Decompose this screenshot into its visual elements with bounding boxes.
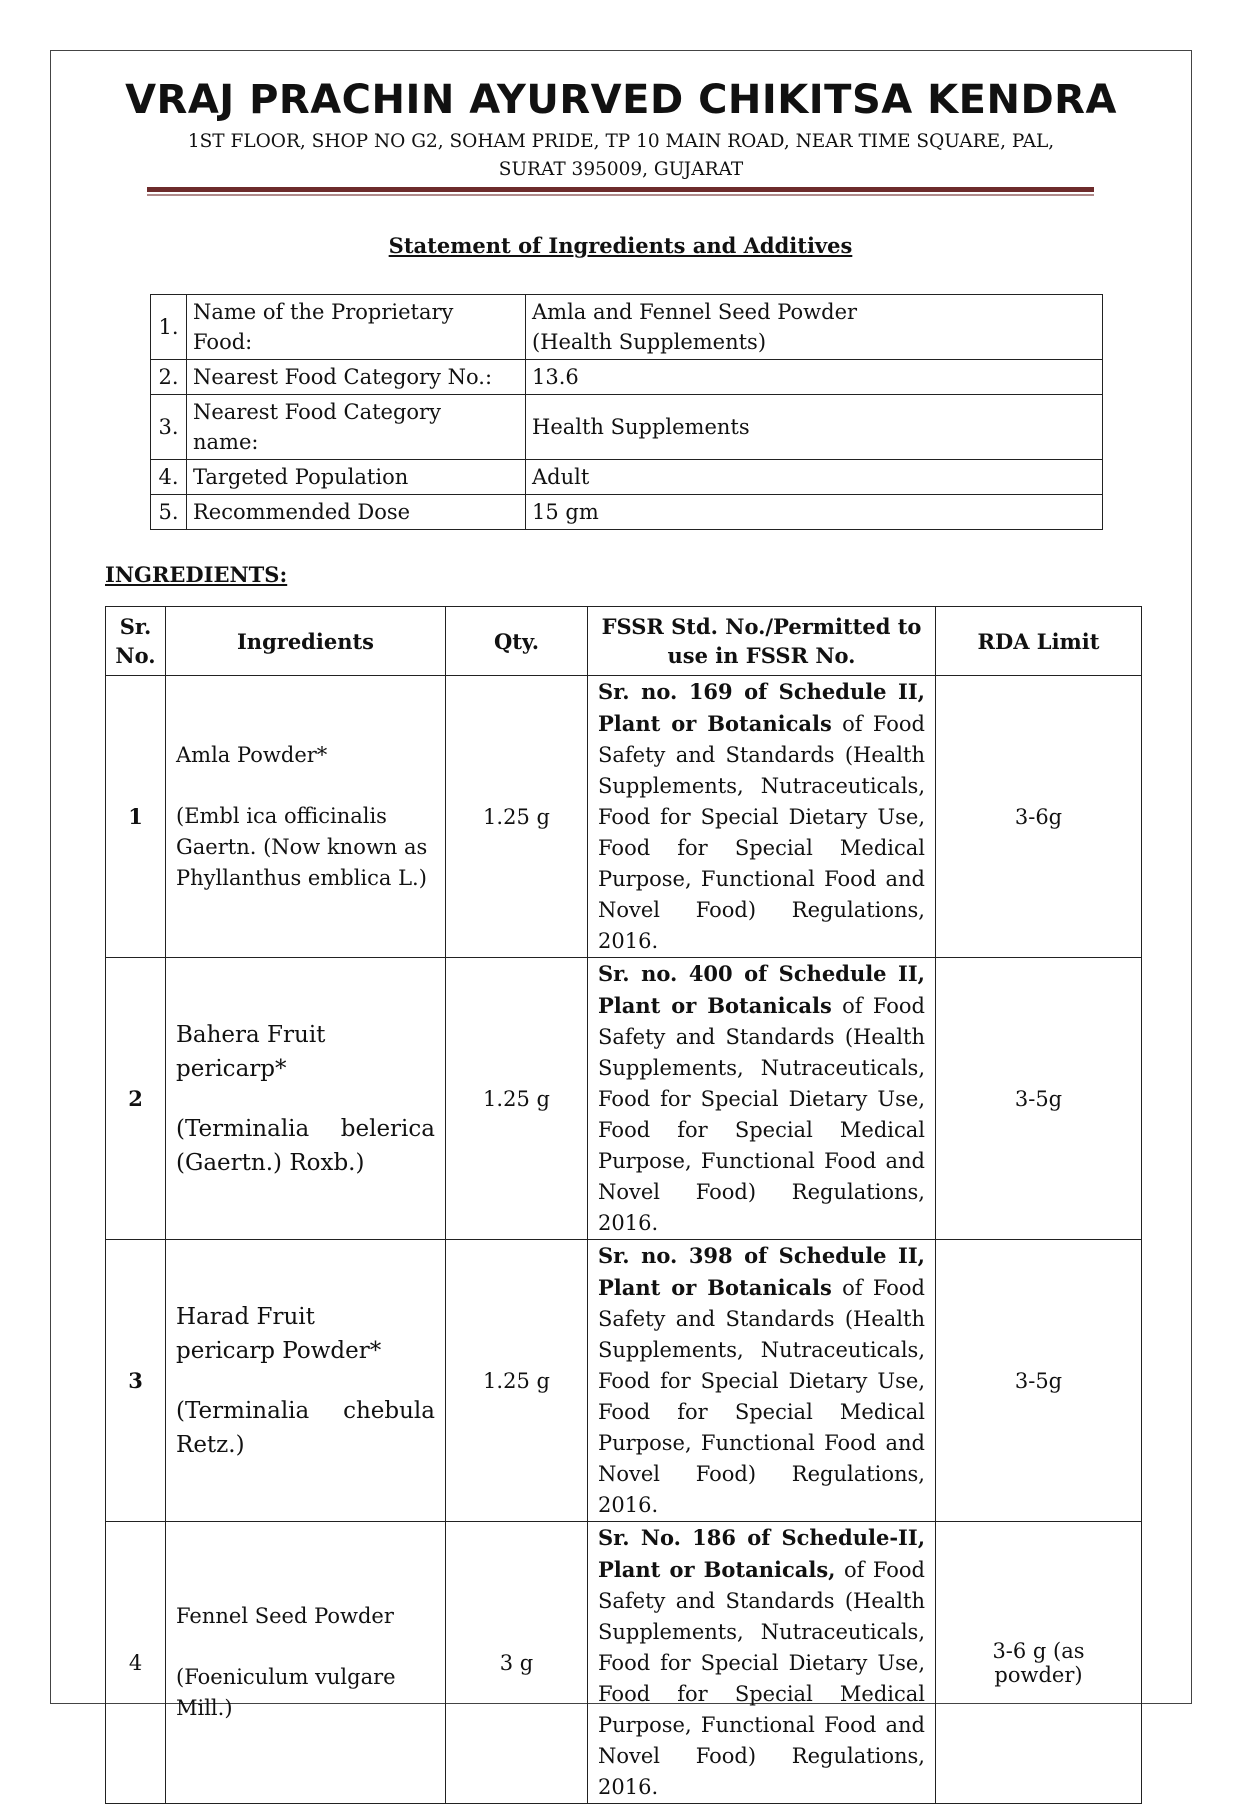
ingredient-name: Bahera Fruit pericarp* [176,1021,326,1082]
ingredient-sr-no: 2 [106,958,166,1240]
fssr-reference: Sr. No. 186 of Schedule-II, Plant or Botanicals, [598,1525,925,1582]
info-row-label: Nearest Food Category name: [187,395,526,460]
info-row-value: 15 gm [526,495,1103,530]
ingredient-scientific-name: (Foeniculum vulgare Mill.) [176,1665,396,1720]
ingredient-scientific-name: (Embl ica officinalis Gaertn. (Now known as Phyllanthus emblica L.) [176,803,428,890]
info-row-label: Name of the Proprietary Food: [187,295,526,360]
ingredient-qty: 1.25 g [446,1240,588,1522]
fssr-regulation: of Food Safety and Standards (Health Supplements, Nutraceuticals, Food for Special Dietary Use, Food for Special Medical Purpose, Functional Food and Novel Food) Regulations, 2016. [598,994,925,1235]
ingredient-rda: 3-5g [936,1240,1142,1522]
address [50,128,1192,184]
ingredient-sr-no: 1 [106,676,166,958]
table-row [106,958,1142,1240]
ingredient-fssr [588,958,936,1240]
ingredient-sr-no: 4 [106,1522,166,1804]
ingredient-sr-no: 3 [106,1240,166,1522]
ingredient-qty: 3 g [446,1522,588,1804]
statement-title: Statement of Ingredients and Additives [388,233,853,258]
ingredient-qty: 1.25 g [446,958,588,1240]
ingredient-fssr [588,676,936,958]
table-row [106,1240,1142,1522]
info-row-label: Targeted Population [187,460,526,495]
info-row-number: 2. [151,360,187,395]
ingredient-scientific-name: (Terminalia belerica (Gaertn.) Roxb.) [176,1115,435,1176]
info-row-value: Adult [526,460,1103,495]
address-line-1: 1ST FLOOR, SHOP NO G2, SOHAM PRIDE, TP 10 MAIN ROAD, NEAR TIME SQUARE, PAL, [187,131,1055,152]
header-rda: RDA Limit [936,607,1142,676]
info-row [151,395,1103,460]
fssr-reference: Sr. no. 398 of Schedule II, Plant or Botanicals [598,1243,925,1300]
header-divider [147,187,1094,192]
fssr-regulation: of Food Safety and Standards (Health Supplements, Nutraceuticals, Food for Special Dietary Use, Food for Special Medical Purpose, Functional Food and Novel Food) Regulations, 2016. [598,1276,925,1517]
ingredient-name: Harad Fruit pericarp Powder* [176,1303,382,1364]
ingredient-name: Fennel Seed Powder [176,1604,394,1628]
info-row-value: Health Supplements [526,395,1103,460]
info-row-number: 5. [151,495,187,530]
info-row [151,360,1103,395]
header-qty: Qty. [446,607,588,676]
table-row [106,676,1142,958]
ingredient-cell [166,958,446,1240]
ingredient-scientific-name: (Terminalia chebula Retz.) [176,1397,435,1458]
info-row-number: 4. [151,460,187,495]
info-row-number: 1. [151,295,187,360]
ingredient-cell [166,1240,446,1522]
header-sr-no: Sr. No. [106,607,166,676]
header-divider-thin [147,194,1094,196]
ingredient-rda: 3-5g [936,958,1142,1240]
info-row-number: 3. [151,395,187,460]
ingredient-qty: 1.25 g [446,676,588,958]
ingredients-heading: INGREDIENTS: [105,562,288,587]
ingredient-cell [166,1522,446,1804]
ingredient-fssr [588,1240,936,1522]
header-fssr: FSSR Std. No./Permitted to use in FSSR No. [588,607,936,676]
info-row-label: Recommended Dose [187,495,526,530]
ingredient-rda: 3-6 g (as powder) [936,1522,1142,1804]
info-row [151,295,1103,360]
ingredients-table [105,606,1142,1804]
fssr-reference: Sr. no. 400 of Schedule II, Plant or Botanicals [598,961,925,1018]
info-row-label: Nearest Food Category No.: [187,360,526,395]
fssr-regulation: of Food Safety and Standards (Health Supplements, Nutraceuticals, Food for Special Dietary Use, Food for Special Medical Purpose, Functional Food and Novel Food) Regulations, 2016. [598,712,925,953]
ingredient-name: Amla Powder* [176,742,328,767]
fssr-regulation: of Food Safety and Standards (Health Supplements, Nutraceuticals, Food for Special Dietary Use, Food for Special Medical Purpose, Functional Food and Novel Food) Regulations, 2016. [598,1558,925,1799]
table-header-row [106,607,1142,676]
ingredient-fssr [588,1522,936,1804]
header-ingredients: Ingredients [166,607,446,676]
organization-name: VRAJ PRACHIN AYURVED CHIKITSA KENDRA [125,77,1117,123]
info-row [151,460,1103,495]
info-row [151,495,1103,530]
ingredient-rda: 3-6g [936,676,1142,958]
info-row-value: 13.6 [526,360,1103,395]
address-line-2: SURAT 395009, GUJARAT [498,159,744,180]
table-row [106,1522,1142,1804]
ingredient-cell [166,676,446,958]
fssr-reference: Sr. no. 169 of Schedule II, Plant or Botanicals [598,679,925,736]
letterhead [50,78,1192,184]
product-info-table [150,294,1103,530]
info-row-value: Amla and Fennel Seed Powder (Health Supplements) [526,295,1103,360]
